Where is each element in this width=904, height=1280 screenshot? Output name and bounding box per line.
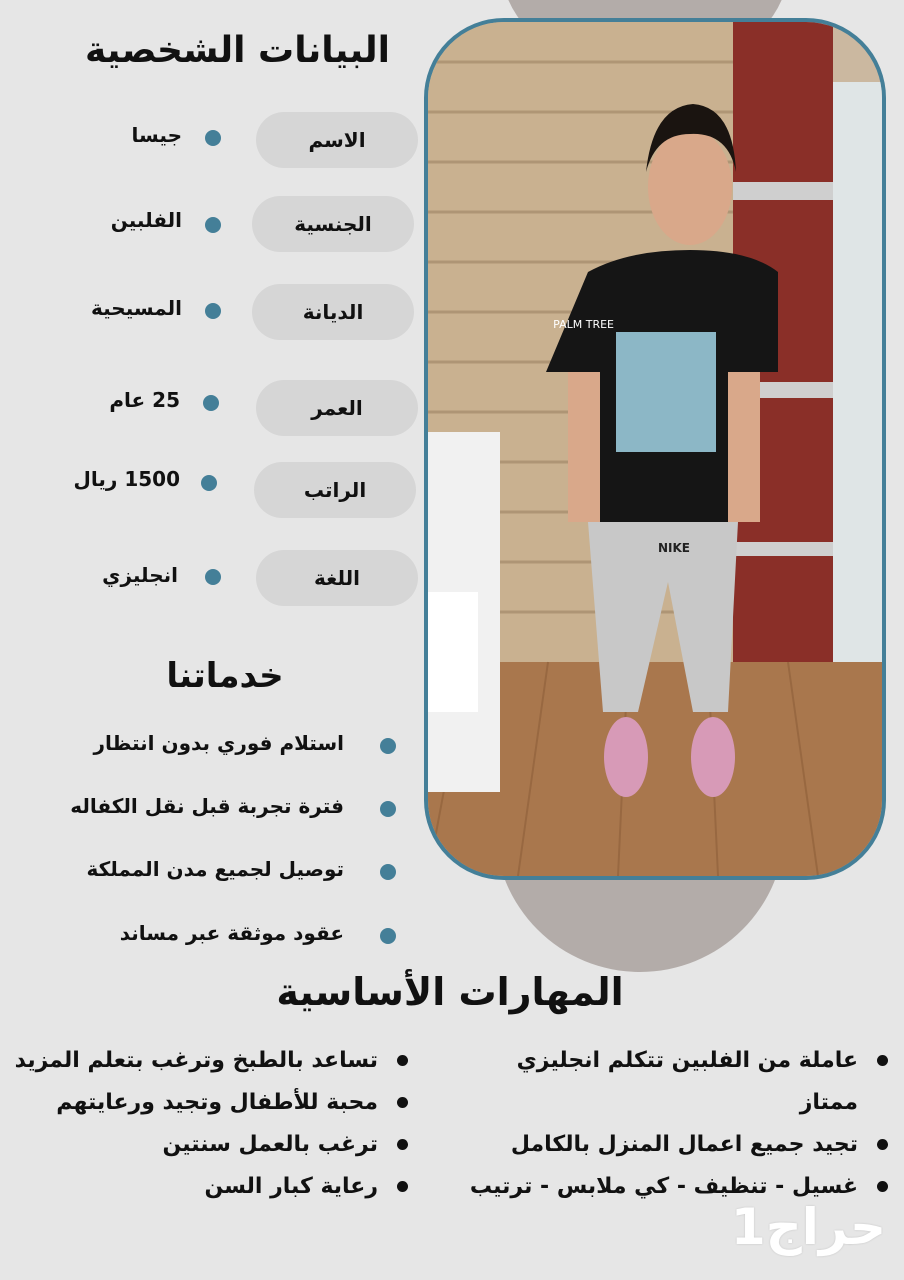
service-item: عقود موثقة عبر مساند bbox=[119, 921, 344, 945]
bullet-dot bbox=[380, 928, 396, 944]
field-label-pill: الراتب bbox=[254, 462, 416, 518]
skill-item: تجيد جميع اعمال المنزل بالكامل bbox=[462, 1124, 892, 1166]
field-value: 1500 ريال bbox=[73, 467, 180, 491]
bullet-dot bbox=[201, 475, 217, 491]
worker-photo bbox=[424, 18, 886, 880]
bullet-dot bbox=[205, 303, 221, 319]
field-label-pill: الجنسية bbox=[252, 196, 414, 252]
skill-item: محبة للأطفال وتجيد ورعايتهم bbox=[12, 1082, 412, 1124]
services-title: خدماتنا bbox=[166, 656, 284, 696]
skills-list-right bbox=[462, 1040, 892, 1208]
skill-item: عاملة من الفلبين تتكلم انجليزي ممتاز bbox=[462, 1040, 892, 1124]
field-label-pill: الديانة bbox=[252, 284, 414, 340]
bullet-dot bbox=[380, 738, 396, 754]
skill-item: رعاية كبار السن bbox=[12, 1166, 412, 1208]
field-value: انجليزي bbox=[102, 563, 178, 587]
bullet-dot bbox=[205, 217, 221, 233]
field-value: 25 عام bbox=[109, 388, 180, 412]
bullet-dot bbox=[380, 864, 396, 880]
field-label-pill: الاسم bbox=[256, 112, 418, 168]
skill-item: غسيل - تنظيف - كي ملابس - ترتيب bbox=[462, 1166, 892, 1208]
skills-list-left bbox=[12, 1040, 412, 1208]
watermark-logo: حراج1 bbox=[730, 1198, 886, 1256]
bullet-dot bbox=[380, 801, 396, 817]
skill-item: ترغب بالعمل سنتين bbox=[12, 1124, 412, 1166]
bullet-dot bbox=[205, 569, 221, 585]
pants-brand-text: NIKE bbox=[657, 541, 690, 555]
field-label-pill: اللغة bbox=[256, 550, 418, 606]
service-item: استلام فوري بدون انتظار bbox=[93, 731, 344, 755]
bullet-dot bbox=[205, 130, 221, 146]
service-item: فترة تجربة قبل نقل الكفاله bbox=[70, 794, 344, 818]
bullet-dot bbox=[203, 395, 219, 411]
skills-title: المهارات الأساسية bbox=[276, 970, 624, 1014]
shirt-print-text: PALM TREE bbox=[553, 318, 614, 331]
field-label-pill: العمر bbox=[256, 380, 418, 436]
skill-item: تساعد بالطبخ وترغب بتعلم المزيد bbox=[12, 1040, 412, 1082]
field-value: الفلبين bbox=[110, 208, 182, 232]
service-item: توصيل لجميع مدن المملكة bbox=[86, 857, 344, 881]
field-value: المسيحية bbox=[91, 296, 182, 320]
field-value: جيسا bbox=[131, 123, 182, 147]
personal-data-title: البيانات الشخصية bbox=[85, 30, 390, 71]
